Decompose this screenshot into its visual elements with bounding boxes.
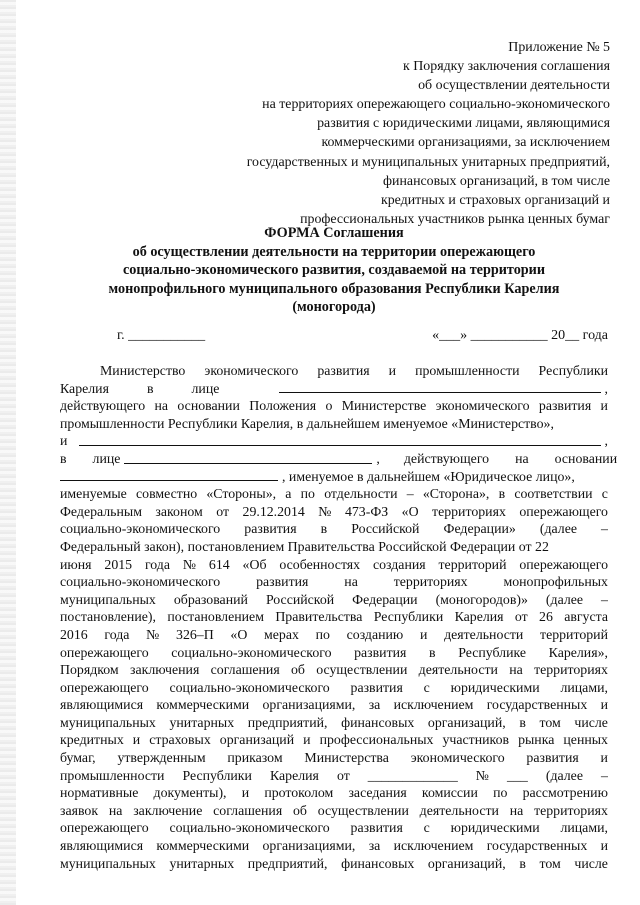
appendix-line: профессиональных участников рынка ценных бумаг xyxy=(300,211,610,227)
body-word: унитарных xyxy=(169,714,235,730)
body-word: Карелия xyxy=(269,767,319,783)
body-word: на xyxy=(108,802,123,818)
body-word: заключение xyxy=(133,802,203,818)
body-word: за xyxy=(368,838,381,854)
body-word: 29.12.2014 xyxy=(242,503,305,519)
body-word: лицами, xyxy=(560,820,608,836)
legal-rep-blank xyxy=(124,450,372,464)
body-line xyxy=(60,556,608,574)
body-line xyxy=(60,608,608,626)
body-word: с xyxy=(423,679,430,695)
body-word: исключением xyxy=(393,838,474,854)
body-word: социально-экономического xyxy=(171,644,332,660)
body-line xyxy=(60,397,608,415)
body-word: Республики xyxy=(538,363,608,378)
body-word: Республики xyxy=(182,767,252,783)
body-word: законом xyxy=(155,503,203,519)
body-word: монопрофильных xyxy=(503,574,608,590)
body-line xyxy=(60,644,608,662)
body-word: опережающего xyxy=(60,679,149,695)
body-word: и xyxy=(600,838,608,854)
title-line: ФОРМА Соглашения xyxy=(264,225,404,241)
body-word: № xyxy=(475,767,490,783)
body-word: и xyxy=(303,732,311,748)
body-word: , xyxy=(604,433,608,449)
appendix-line: развития с юридическими лицами, являющимися xyxy=(317,116,610,132)
body-word: деятельности xyxy=(444,626,524,642)
body-word: постановление), xyxy=(60,609,156,625)
body-word: и xyxy=(600,697,608,713)
body-word: и xyxy=(132,732,141,748)
body-word: развития xyxy=(317,363,370,378)
body-word: в xyxy=(146,380,154,396)
body-word: и xyxy=(241,785,250,801)
body-word: исключением xyxy=(393,697,474,713)
appendix-line: коммерческими организациями, за исключением xyxy=(321,135,610,151)
body-word: именуемые xyxy=(60,486,127,502)
body-word: организаций, xyxy=(427,714,506,730)
appendix-header xyxy=(150,38,610,229)
body-line xyxy=(60,468,608,486)
body-word: рынка xyxy=(518,732,555,748)
body-word: года xyxy=(144,556,170,572)
body-word: развития xyxy=(244,521,297,537)
body-word: Порядком xyxy=(60,662,119,678)
body-word: территориях xyxy=(393,574,468,590)
body-word: и xyxy=(60,433,68,449)
body-word: финансовых xyxy=(341,714,415,730)
body-word: Российской xyxy=(351,521,420,537)
body-line xyxy=(60,503,608,521)
body-word: лице xyxy=(92,450,121,466)
body-word: об xyxy=(293,802,307,818)
body-word: (моногородов)» xyxy=(435,591,528,607)
body-word: от xyxy=(216,503,230,519)
body-word: организаций xyxy=(219,732,295,748)
body-word: , xyxy=(604,380,608,396)
body-word: муниципальных xyxy=(60,855,156,871)
body-word: на xyxy=(509,802,524,818)
body-word: создания xyxy=(372,556,426,572)
body-word: Федерации» xyxy=(443,521,516,537)
body-word: опережающего xyxy=(60,644,149,660)
body-word: юридическими xyxy=(450,820,540,836)
body-text: Федеральный закон), постановлением Правительства Российской Федерации от 22 xyxy=(60,538,549,554)
body-word: «Сторона», xyxy=(422,486,490,502)
body-word: Республики xyxy=(373,609,444,625)
body-word: созданию xyxy=(346,626,404,642)
body-word: постановлением xyxy=(167,609,264,625)
body-word: по xyxy=(493,785,508,801)
body-word: «О xyxy=(230,626,248,642)
body-word: ценных xyxy=(563,732,608,748)
body-word: Карелия xyxy=(60,380,109,396)
body-word: профессиональных xyxy=(319,732,434,748)
body-word: особенностях xyxy=(279,556,361,572)
body-word: , xyxy=(376,450,380,466)
body-word: юридическими xyxy=(450,679,540,695)
body-word: августа xyxy=(564,609,608,625)
body-line xyxy=(60,749,608,767)
body-word: организациями, xyxy=(262,697,356,713)
title-line: монопрофильного муниципального образования Республики Карелия xyxy=(108,280,560,297)
body-word: развития xyxy=(350,679,403,695)
document-title xyxy=(60,224,608,317)
body-word: в xyxy=(320,521,328,537)
body-word: числе xyxy=(574,855,608,871)
body-word: развития xyxy=(538,398,592,414)
body-word: том xyxy=(539,855,561,871)
body-line xyxy=(60,591,608,609)
body-word: о xyxy=(325,398,333,414)
body-line xyxy=(60,714,608,732)
body-word: рассмотрению xyxy=(522,785,608,801)
body-text: , именуемое в дальнейшем «Юридическое лицо», xyxy=(282,468,575,484)
body-word: на xyxy=(515,450,529,466)
body-word: опережающего xyxy=(519,503,608,519)
appendix-line: на территориях опережающего социально-экономического xyxy=(262,97,610,113)
body-word: лицами, xyxy=(560,679,608,695)
body-word: основании xyxy=(554,450,618,466)
body-word: действующего xyxy=(403,450,490,466)
body-word: Министерства xyxy=(304,750,389,766)
body-line xyxy=(60,485,608,503)
title-line: социально-экономического развития, создаваемой на территории xyxy=(122,262,546,279)
body-word: заявок xyxy=(60,802,99,818)
body-line xyxy=(60,520,608,538)
body-word: Министерстве xyxy=(341,398,427,414)
body-word: и xyxy=(388,363,397,378)
body-word: Положения xyxy=(249,398,317,414)
body-word: № xyxy=(146,626,160,642)
body-word: финансовых xyxy=(341,855,415,871)
body-word: 614 xyxy=(208,556,230,572)
body-line xyxy=(60,784,608,802)
body-word: соответствии xyxy=(514,486,593,502)
body-line xyxy=(60,362,608,380)
body-word: года xyxy=(104,626,130,642)
body-word: социально-экономического xyxy=(60,521,221,537)
body-word: деятельности xyxy=(419,802,499,818)
body-line xyxy=(60,415,608,433)
body-word: «О xyxy=(401,503,419,519)
body-word: июня xyxy=(60,556,92,572)
body-word: экономического xyxy=(204,363,299,378)
body-word: государственных xyxy=(486,697,588,713)
body-line xyxy=(60,819,608,837)
body-word: в xyxy=(429,644,436,660)
body-word: являющимися xyxy=(60,697,144,713)
body-word: на xyxy=(509,662,523,678)
body-word: социально-экономического xyxy=(169,820,330,836)
body-word: от xyxy=(514,609,528,625)
agreement-body xyxy=(60,362,618,872)
body-word: в xyxy=(519,855,526,871)
place-field: г. ___________ xyxy=(117,328,206,343)
body-word: соглашения xyxy=(213,802,283,818)
body-word: опережающего xyxy=(519,556,608,572)
body-word: приказом xyxy=(227,750,283,766)
body-word: 26 xyxy=(539,609,553,625)
body-word: Республике xyxy=(458,644,527,660)
body-word: ___ xyxy=(507,767,528,783)
body-word: коммерческими xyxy=(156,838,250,854)
body-word: том xyxy=(539,714,561,730)
appendix-line: государственных и муниципальных унитарных предприятий, xyxy=(246,154,610,170)
body-word: и xyxy=(600,750,608,766)
place-date-line xyxy=(60,328,608,348)
body-word: участников xyxy=(442,732,510,748)
body-line xyxy=(60,432,608,450)
title-line: (моногорода) xyxy=(292,299,376,316)
body-line xyxy=(60,538,608,556)
body-word: – xyxy=(601,767,608,783)
body-word: территориях xyxy=(432,503,506,519)
body-word: социально-экономического xyxy=(169,679,330,695)
body-word: в xyxy=(498,486,506,502)
body-word: промышленности xyxy=(60,767,165,783)
body-word: предприятий, xyxy=(247,855,328,871)
body-word: и xyxy=(419,626,428,642)
body-word: (далее xyxy=(539,521,577,537)
body-word: Карелия xyxy=(454,609,504,625)
body-word: с xyxy=(601,486,608,502)
body-word: совместно xyxy=(136,486,198,502)
party-name-blank xyxy=(79,432,600,446)
body-word: экономического xyxy=(435,398,530,414)
body-word: № xyxy=(182,556,197,572)
body-word: заседания xyxy=(348,785,407,801)
body-word: нормативные xyxy=(60,785,139,801)
body-word: «Об xyxy=(242,556,267,572)
body-word: лице xyxy=(191,380,220,396)
body-word: Российской xyxy=(265,591,335,607)
body-word: а xyxy=(285,486,292,502)
appendix-line: Приложение № 5 xyxy=(508,40,610,55)
body-word: комиссии xyxy=(421,785,478,801)
body-line xyxy=(60,855,608,873)
body-word: и xyxy=(600,398,608,414)
body-line xyxy=(60,802,608,820)
body-word: опережающего xyxy=(60,820,149,836)
body-word: Карелия», xyxy=(548,644,608,660)
body-line xyxy=(60,626,608,644)
body-word: развития xyxy=(526,750,579,766)
body-word: соглашения xyxy=(210,662,280,678)
appendix-line: об осуществлении деятельности xyxy=(418,78,610,94)
body-word: страховых xyxy=(149,732,211,748)
body-word: на xyxy=(154,398,169,414)
body-word: социально-экономического xyxy=(60,574,221,590)
appendix-line: кредитных и страховых организаций и xyxy=(380,192,610,208)
body-word: кредитных xyxy=(60,732,124,748)
basis-document-blank xyxy=(60,468,278,482)
body-word: Министерство xyxy=(100,363,186,378)
body-word: территорий xyxy=(438,556,507,572)
body-word: территориях xyxy=(534,662,608,678)
body-word: – xyxy=(601,521,608,537)
body-word: территорий xyxy=(540,626,608,642)
body-word: отдельности xyxy=(324,486,398,502)
body-word: с xyxy=(423,820,430,836)
body-word: 473-ФЗ xyxy=(344,503,389,519)
body-word: – xyxy=(601,591,608,607)
body-word: коммерческими xyxy=(156,697,250,713)
body-word: 2016 xyxy=(60,626,88,642)
body-word: организаций, xyxy=(427,855,506,871)
body-word: об xyxy=(291,662,305,678)
body-word: (далее xyxy=(545,591,584,607)
body-word: деятельности xyxy=(418,662,498,678)
body-word: организациями, xyxy=(262,838,356,854)
body-word: развития xyxy=(350,820,403,836)
body-word: числе xyxy=(574,714,608,730)
body-word: осуществлении xyxy=(316,662,408,678)
body-word: муниципальных xyxy=(60,714,156,730)
title-line: об осуществлении деятельности на территории опережающего xyxy=(132,243,536,260)
body-word: действующего xyxy=(60,398,146,414)
body-word: заключения xyxy=(129,662,200,678)
body-line xyxy=(60,380,608,398)
body-word: Правительства xyxy=(275,609,363,625)
body-word: № xyxy=(318,503,332,519)
body-word: (далее xyxy=(545,767,583,783)
body-word: государственных xyxy=(486,838,588,854)
body-line xyxy=(60,679,608,697)
body-word: осуществлении xyxy=(317,802,409,818)
body-word: муниципальных xyxy=(60,591,156,607)
body-word: 2015 xyxy=(104,556,133,572)
body-word: по xyxy=(315,626,330,642)
body-word: – xyxy=(406,486,414,502)
body-line xyxy=(60,696,608,714)
body-word: являющимися xyxy=(60,838,144,854)
body-word: промышленности xyxy=(415,363,520,378)
body-word: протоколом xyxy=(264,785,334,801)
body-word: в xyxy=(60,450,67,466)
body-word: за xyxy=(368,697,381,713)
body-word: развития xyxy=(256,574,309,590)
body-word: на xyxy=(344,574,358,590)
body-word: _____________ xyxy=(367,767,458,783)
body-line xyxy=(60,661,608,679)
appendix-line: к Порядку заключения соглашения xyxy=(403,59,610,75)
body-word: бумаг, xyxy=(60,750,96,766)
representative-blank xyxy=(279,380,600,394)
date-field: «___» ___________ 20__ года xyxy=(432,328,608,343)
body-word: от xyxy=(336,767,350,783)
body-word: предприятий, xyxy=(247,714,328,730)
body-word: образований xyxy=(173,591,248,607)
body-word: экономического xyxy=(410,750,505,766)
body-line xyxy=(60,450,618,468)
body-word: 326–П xyxy=(176,626,214,642)
body-word: по xyxy=(300,486,315,502)
body-text: промышленности Республики Карелия, в дальнейшем именуемое «Министерство», xyxy=(60,415,554,431)
body-word: Федеральным xyxy=(60,503,142,519)
appendix-line: финансовых организаций, в том числе xyxy=(383,173,610,189)
body-word: утвержденным xyxy=(117,750,206,766)
body-line xyxy=(60,731,608,749)
body-word: «Стороны», xyxy=(206,486,277,502)
body-word: территориях xyxy=(534,802,608,818)
body-line xyxy=(60,573,608,591)
body-line xyxy=(60,767,608,785)
body-line xyxy=(60,837,608,855)
body-word: в xyxy=(519,714,526,730)
body-word: развития xyxy=(354,644,407,660)
body-word: документы), xyxy=(153,785,227,801)
body-word: Федерации xyxy=(352,591,418,607)
scan-edge-artifact xyxy=(0,0,16,905)
body-word: мерах xyxy=(264,626,299,642)
body-word: унитарных xyxy=(169,855,235,871)
body-word: основании xyxy=(177,398,240,414)
